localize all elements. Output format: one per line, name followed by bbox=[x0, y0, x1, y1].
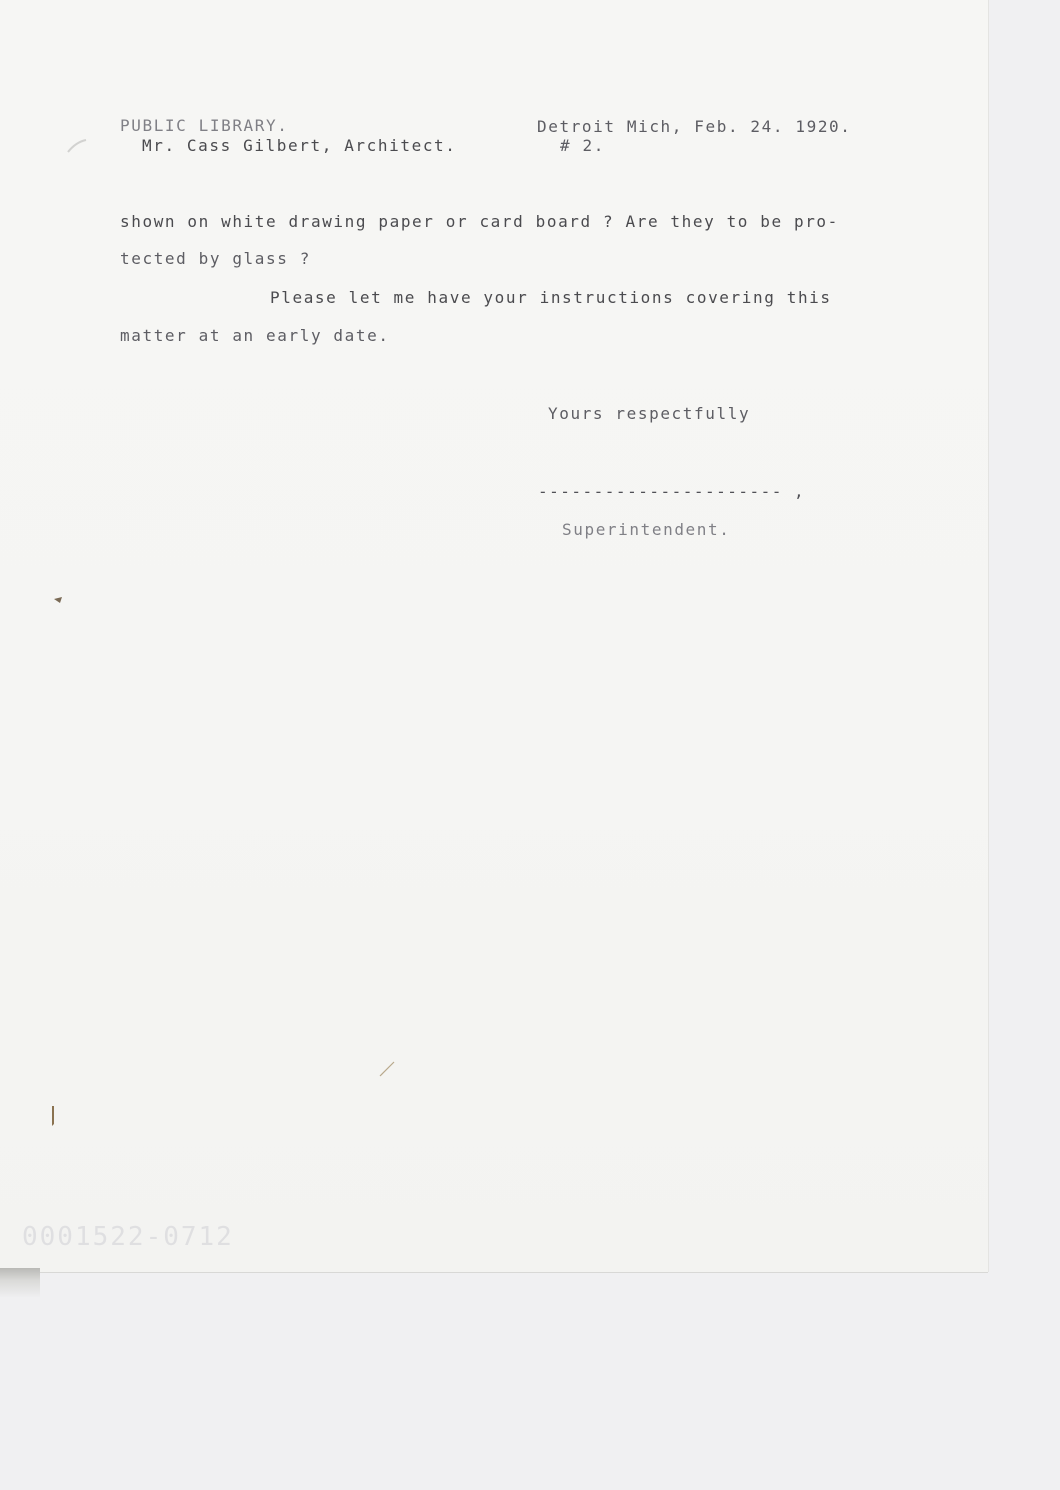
archive-stamp: 0001522-0712 bbox=[22, 1222, 234, 1252]
body-line-3: Please let me have your instructions covering this bbox=[270, 288, 832, 307]
signature-line: ---------------------- , bbox=[538, 482, 806, 501]
addressee-name: Mr. Cass Gilbert, Architect. bbox=[142, 136, 457, 155]
paper-crease bbox=[66, 136, 88, 156]
page-number: # 2. bbox=[560, 136, 605, 155]
letterhead-institution: PUBLIC LIBRARY. bbox=[120, 116, 289, 135]
ink-speck bbox=[48, 1104, 58, 1130]
closing-salutation: Yours respectfully bbox=[548, 404, 751, 423]
body-line-2: tected by glass ? bbox=[120, 249, 311, 268]
ink-speck bbox=[52, 594, 66, 608]
pencil-tick bbox=[378, 1058, 398, 1078]
letter-place-date: Detroit Mich, Feb. 24. 1920. bbox=[537, 117, 852, 136]
sheet-shadow-edge bbox=[0, 1268, 40, 1298]
body-line-1: shown on white drawing paper or card board ? Are they to be pro- bbox=[120, 212, 839, 231]
signatory-title: Superintendent. bbox=[562, 520, 731, 539]
body-line-4: matter at an early date. bbox=[120, 326, 390, 345]
